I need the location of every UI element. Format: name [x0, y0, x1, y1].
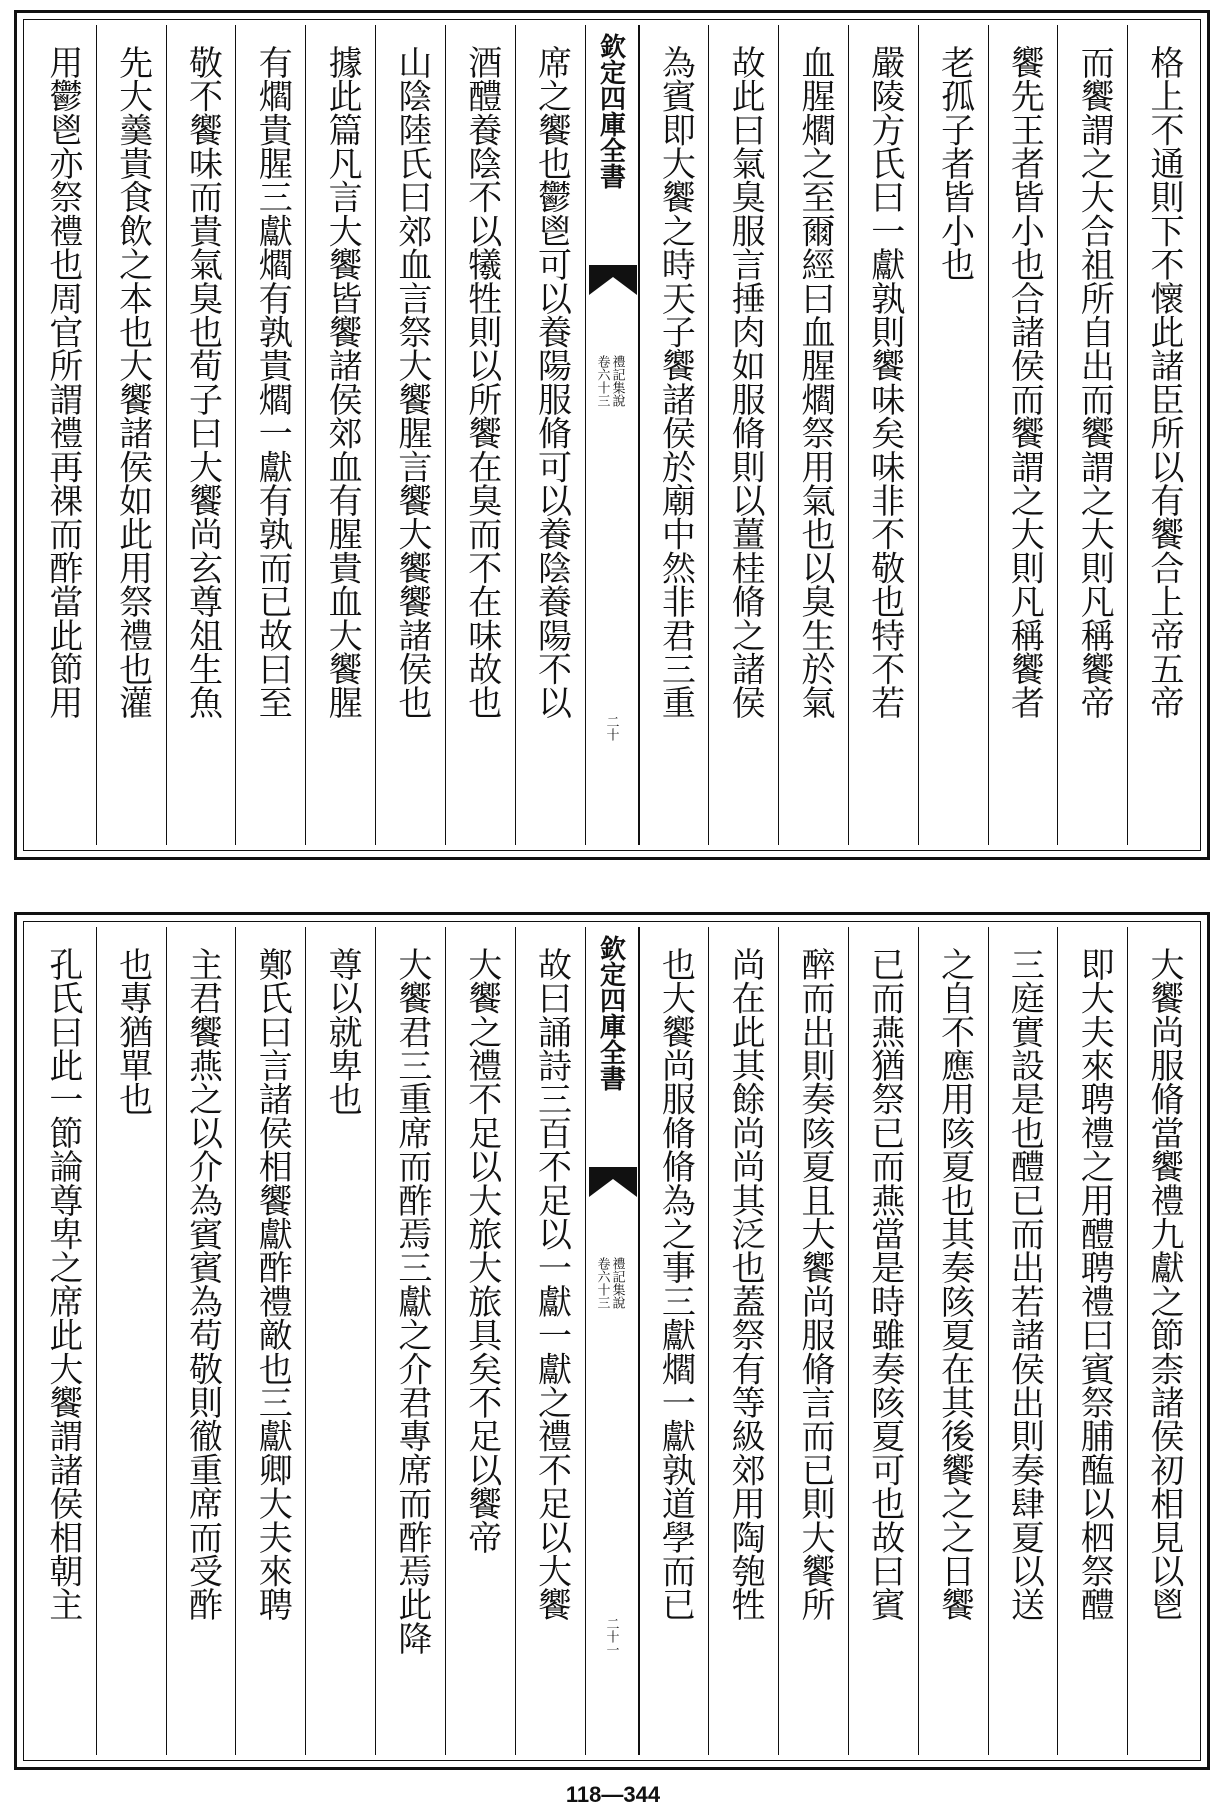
volume-label: 卷六十三 [594, 355, 610, 407]
text-column [27, 25, 96, 845]
column-text: 主君饗燕之以介為賓賓為苟敬則徹重席而受酢 [182, 947, 223, 1622]
text-column [166, 927, 236, 1755]
book-title: 禮記集說 [609, 1257, 625, 1309]
column-text: 故此曰氣臭服言捶肉如服脩則以薑桂脩之諸侯 [725, 45, 766, 720]
text-column [96, 927, 166, 1755]
column-text: 據此篇凡言大饗皆饗諸侯郊血有腥貴血大饗腥 [322, 45, 363, 720]
text-column [1057, 927, 1127, 1755]
column-text: 席之饗也鬱鬯可以養陽服脩可以養陰養陽不以 [531, 45, 572, 720]
column-text: 尊以就卑也 [322, 947, 363, 1116]
text-column [375, 927, 445, 1755]
folio-number: 二十一 [603, 1617, 619, 1656]
text-column [445, 25, 515, 845]
text-column [778, 927, 848, 1755]
column-text: 已而燕猶祭已而燕當是時雖奏陔夏可也故曰賓 [864, 947, 905, 1622]
text-column [1057, 25, 1127, 845]
bottom-columns [27, 927, 1197, 1755]
text-column [708, 927, 778, 1755]
bottom-page-frame [14, 912, 1210, 1770]
text-column [918, 25, 988, 845]
column-text: 大饗君三重席而酢焉三獻之介君專席而酢焉此降 [391, 947, 432, 1655]
text-column [918, 927, 988, 1755]
text-column [639, 25, 709, 845]
column-text: 而饗謂之大合祖所自出而饗謂之大則凡稱饗帝 [1074, 45, 1115, 720]
column-text: 酒醴養陰不以犧牲則以所饗在臭而不在味故也 [461, 45, 502, 720]
text-column [27, 927, 96, 1755]
column-text: 孔氏曰此一節論尊卑之席此大饗謂諸侯相朝主 [42, 947, 83, 1622]
volume-label: 卷六十三 [594, 1257, 610, 1309]
column-text: 為賓即大饗之時天子饗諸侯於廟中然非君三重 [655, 45, 696, 720]
text-column [1127, 927, 1197, 1755]
text-column [515, 25, 585, 845]
book-series-title: 欽定四庫全書 [595, 33, 626, 189]
text-column [778, 25, 848, 845]
text-column [445, 927, 515, 1755]
text-column [848, 927, 918, 1755]
text-column [96, 25, 166, 845]
fish-tail-mark [589, 265, 637, 295]
column-text: 饗先王者皆小也合諸侯而饗謂之大則凡稱饗者 [1004, 45, 1045, 720]
text-column [515, 927, 585, 1755]
center-fold-column [585, 927, 639, 1755]
column-text: 用鬱鬯亦祭禮也周官所謂禮再祼而酢當此節用 [42, 45, 83, 720]
text-column [235, 25, 305, 845]
column-text: 嚴陵方氏曰一獻孰則饗味矣味非不敬也特不若 [864, 45, 905, 720]
column-text: 格上不通則下不懷此諸臣所以有饗合上帝五帝 [1144, 45, 1184, 720]
folio-number: 二十 [603, 715, 619, 741]
column-text: 故曰誦詩三百不足以一獻一獻之禮不足以大饗 [531, 947, 572, 1622]
column-text: 尚在此其餘尚尚其泛也蓋祭有等級郊用陶匏牲 [725, 947, 766, 1622]
top-columns [27, 25, 1197, 845]
text-column [988, 25, 1058, 845]
column-text: 敬不饗味而貴氣臭也荀子曰大饗尚玄尊俎生魚 [182, 45, 223, 720]
column-text: 也專猶單也 [112, 947, 153, 1116]
column-text: 血腥爓之至爾經曰血腥爓祭用氣也以臭生於氣 [794, 45, 835, 720]
text-column [708, 25, 778, 845]
column-text: 也大饗尚服脩脩為之事三獻爓一獻孰道學而已 [655, 947, 696, 1622]
column-text: 老孤子者皆小也 [934, 45, 975, 281]
fish-tail-mark [589, 1167, 637, 1197]
text-column [375, 25, 445, 845]
top-page-frame [14, 10, 1210, 860]
text-column [305, 927, 375, 1755]
text-column [848, 25, 918, 845]
center-fold-column [585, 25, 639, 845]
page-number: 118—344 [565, 1782, 661, 1807]
text-column [988, 927, 1058, 1755]
book-series-title: 欽定四庫全書 [595, 935, 626, 1091]
column-text: 大饗尚服脩當饗禮九獻之節柰諸侯初相見以鬯 [1144, 947, 1184, 1622]
text-column [1127, 25, 1197, 845]
column-text: 即大夫來聘禮之用醴聘禮曰賓祭脯醢以柶祭醴 [1074, 947, 1115, 1622]
column-text: 先大羹貴食飲之本也大饗諸侯如此用祭禮也灌 [112, 45, 153, 720]
column-text: 三庭實設是也醴已而出若諸侯出則奏肆夏以送 [1004, 947, 1045, 1622]
text-column [166, 25, 236, 845]
column-text: 鄭氏曰言諸侯相饗獻酢禮敵也三獻卿大夫來聘 [252, 947, 293, 1622]
book-title: 禮記集說 [609, 355, 625, 407]
text-column [639, 927, 709, 1755]
column-text: 醉而出則奏陔夏且大饗尚服脩言而已則大饗所 [794, 947, 835, 1622]
column-text: 大饗之禮不足以大旅大旅具矣不足以饗帝 [461, 947, 502, 1554]
column-text: 山陰陸氏曰郊血言祭大饗腥言饗大饗饗諸侯也 [391, 45, 432, 720]
text-column [235, 927, 305, 1755]
text-column [305, 25, 375, 845]
column-text: 有爓貴腥三獻爓有孰貴爓一獻有孰而已故曰至 [252, 45, 293, 720]
column-text: 之自不應用陔夏也其奏陔夏在其後饗之之日饗 [934, 947, 975, 1622]
